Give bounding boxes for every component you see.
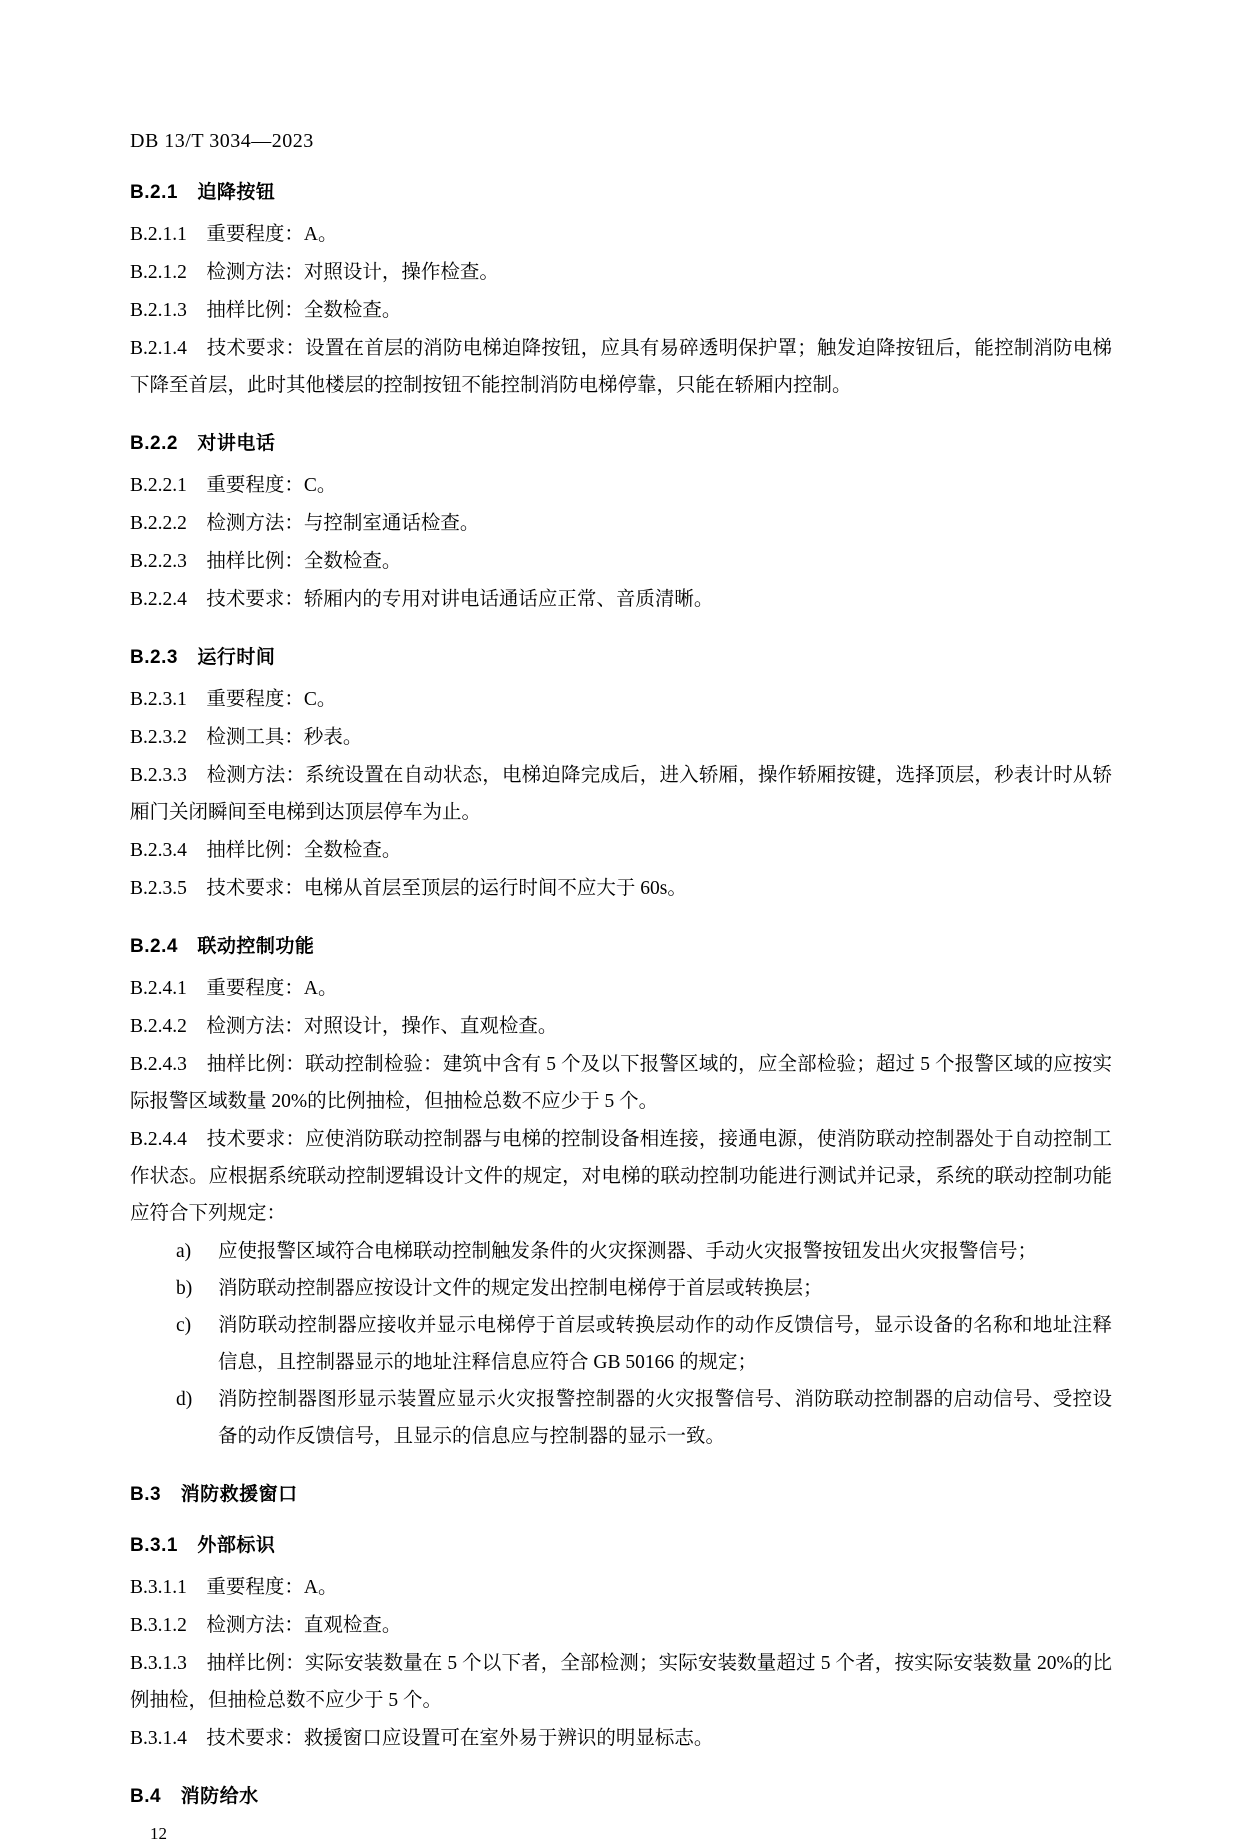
list-item-label: c) bbox=[176, 1315, 192, 1336]
list-item-text: 消防联动控制器应接收并显示电梯停于首层或转换层动作的动作反馈信号，显示设备的名称和地址注释信息，且控制器显示的地址注释信息应符合 GB 50166 的规定； bbox=[218, 1315, 1112, 1373]
clause-b3-1-1: B.3.1.1 重要程度：A。 bbox=[130, 1577, 338, 1598]
section-heading-b3-1: B.3.1 外部标识 bbox=[130, 1535, 276, 1556]
list-item-d bbox=[130, 1381, 1112, 1455]
list-item-label: d) bbox=[176, 1389, 193, 1410]
clause-b2-2-4: B.2.2.4 技术要求：轿厢内的专用对讲电话通话应正常、音质清晰。 bbox=[130, 589, 714, 610]
section-heading-b3: B.3 消防救援窗口 bbox=[130, 1484, 298, 1505]
clause-b3-1-2: B.3.1.2 检测方法：直观检查。 bbox=[130, 1615, 402, 1636]
list-item-text: 消防联动控制器应按设计文件的规定发出控制电梯停于首层或转换层； bbox=[218, 1278, 823, 1299]
section-heading-b2-4: B.2.4 联动控制功能 bbox=[130, 936, 315, 957]
list-item-a bbox=[130, 1233, 1112, 1270]
section-heading-b2-1: B.2.1 迫降按钮 bbox=[130, 182, 276, 203]
list-item-b bbox=[130, 1270, 1112, 1307]
clause-b2-1-3: B.2.1.3 抽样比例：全数检查。 bbox=[130, 300, 402, 321]
clause-b2-2-1: B.2.2.1 重要程度：C。 bbox=[130, 475, 337, 496]
clause-b2-4-1: B.2.4.1 重要程度：A。 bbox=[130, 978, 338, 999]
page-number: 12 bbox=[150, 1824, 167, 1843]
section-heading-b2-2: B.2.2 对讲电话 bbox=[130, 433, 276, 454]
list-item-text: 消防控制器图形显示装置应显示火灾报警控制器的火灾报警信号、消防联动控制器的启动信号、受控设备的动作反馈信号，且显示的信息应与控制器的显示一致。 bbox=[218, 1389, 1112, 1447]
list-item-label: b) bbox=[176, 1278, 193, 1299]
clause-b2-4-2: B.2.4.2 检测方法：对照设计，操作、直观检查。 bbox=[130, 1016, 558, 1037]
clause-b2-1-2: B.2.1.2 检测方法：对照设计，操作检查。 bbox=[130, 262, 499, 283]
clause-b2-2-2: B.2.2.2 检测方法：与控制室通话检查。 bbox=[130, 513, 480, 534]
clause-b2-2-3: B.2.2.3 抽样比例：全数检查。 bbox=[130, 551, 402, 572]
document-header: DB 13/T 3034—2023 bbox=[130, 130, 314, 152]
list-item-label: a) bbox=[176, 1241, 192, 1262]
section-heading-b2-3: B.2.3 运行时间 bbox=[130, 647, 276, 668]
clause-b2-1-4: B.2.1.4 技术要求：设置在首层的消防电梯迫降按钮，应具有易碎透明保护罩；触发迫降按钮后，能控制消防电梯下降至首层，此时其他楼层的控制按钮不能控制消防电梯停靠，只能在轿厢内控制。 bbox=[130, 338, 1112, 396]
list-item-c bbox=[130, 1307, 1112, 1381]
clause-b2-3-4: B.2.3.4 抽样比例：全数检查。 bbox=[130, 840, 402, 861]
section-heading-b4: B.4 消防给水 bbox=[130, 1786, 259, 1807]
clause-b2-3-2: B.2.3.2 检测工具：秒表。 bbox=[130, 727, 363, 748]
clause-b3-1-4: B.3.1.4 技术要求：救援窗口应设置可在室外易于辨识的明显标志。 bbox=[130, 1728, 714, 1749]
clause-b2-4-3: B.2.4.3 抽样比例：联动控制检验：建筑中含有 5 个及以下报警区域的，应全部检验；超过 5 个报警区域的应按实际报警区域数量 20%的比例抽检，但抽检总数不应少于 5 个。 bbox=[130, 1054, 1112, 1112]
clause-b2-4-4: B.2.4.4 技术要求：应使消防联动控制器与电梯的控制设备相连接，接通电源，使消防联动控制器处于自动控制工作状态。应根据系统联动控制逻辑设计文件的规定，对电梯的联动控制功能进行测试并记录，系统的联动控制功能应符合下列规定： bbox=[130, 1129, 1112, 1224]
clause-b2-3-1: B.2.3.1 重要程度：C。 bbox=[130, 689, 337, 710]
list-item-text: 应使报警区域符合电梯联动控制触发条件的火灾探测器、手动火灾报警按钮发出火灾报警信号； bbox=[218, 1241, 1038, 1262]
clause-b2-3-3: B.2.3.3 检测方法：系统设置在自动状态，电梯迫降完成后，进入轿厢，操作轿厢按键，选择顶层，秒表计时从轿厢门关闭瞬间至电梯到达顶层停车为止。 bbox=[130, 765, 1112, 823]
clause-b2-3-5: B.2.3.5 技术要求：电梯从首层至顶层的运行时间不应大于 60s。 bbox=[130, 878, 687, 899]
clause-b2-1-1: B.2.1.1 重要程度：A。 bbox=[130, 224, 338, 245]
clause-b3-1-3: B.3.1.3 抽样比例：实际安装数量在 5 个以下者，全部检测；实际安装数量超过 5 个者，按实际安装数量 20%的比例抽检，但抽检总数不应少于 5 个。 bbox=[130, 1653, 1112, 1711]
